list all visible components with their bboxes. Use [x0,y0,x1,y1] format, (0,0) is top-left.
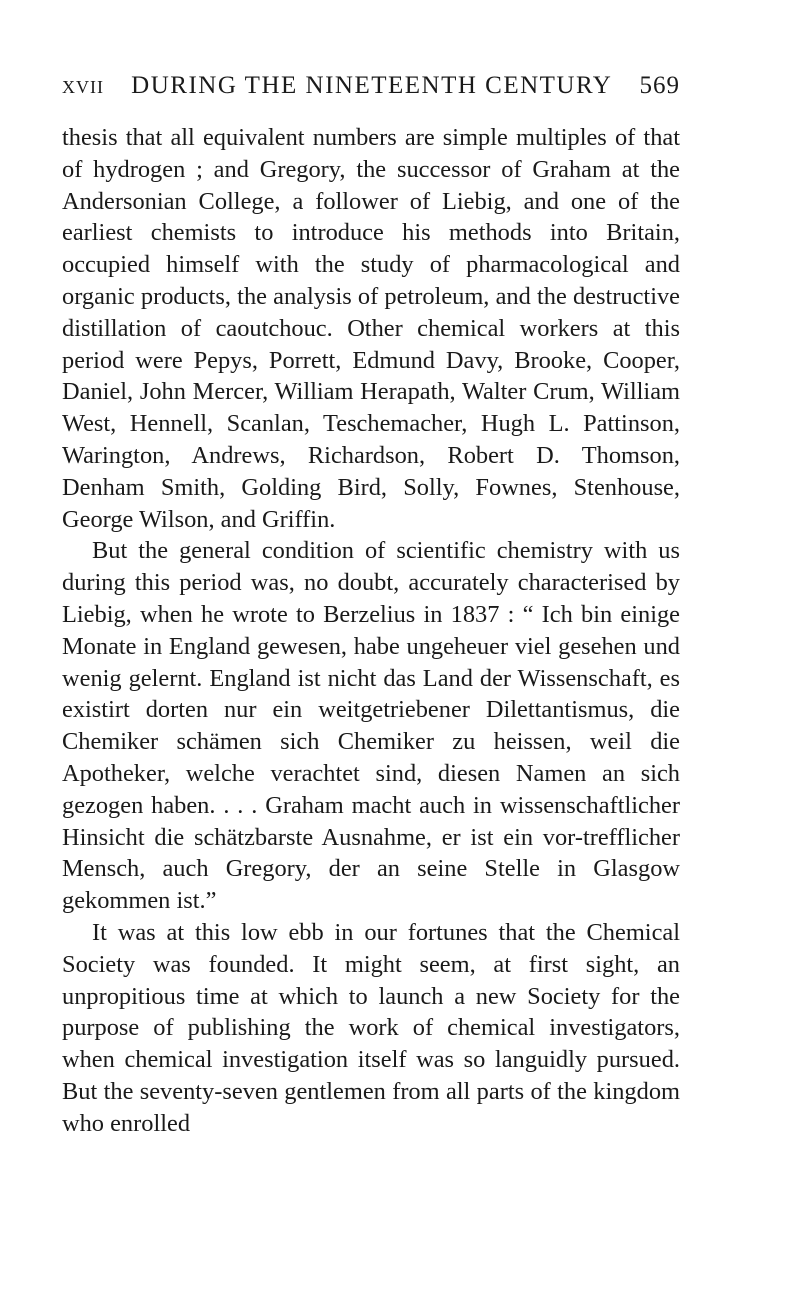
running-title: DURING THE NINETEENTH CENTURY [131,72,613,99]
body-text [62,122,680,1140]
paragraph-1: thesis that all equivalent numbers are simple multiples of that of hydrogen ; and Gregory, the successor of Graham at the Andersonian College, a follower of Liebig, and one of the earliest chemists to introduce his methods into Britain, occupied himself with the study of pharmacological and organic products, the analysis of petroleum, and the destructive distillation of caoutchouc. Other chemical workers at this period were Pepys, Porrett, Edmund Davy, Brooke, Cooper, Daniel, John Mercer, William Herapath, Walter Crum, William West, Hennell, Scanlan, Teschemacher, Hugh L. Pattinson, Warington, Andrews, Richardson, Robert D. Thomson, Denham Smith, Golding Bird, Solly, Fownes, Stenhouse, George Wilson, and Griffin. [62,124,680,533]
paragraph-3: It was at this low ebb in our fortunes that the Chemical Society was founded. It might seem, at first sight, an unpropitious time at which to launch a new Society for the purpose of publishing the work of chemical investigators, when chemical investigation itself was so languidly pursued. But the seventy-seven gentlemen from all parts of the kingdom who enrolled [62,918,680,1137]
chapter-number: XVII [62,77,104,97]
page-number: 569 [639,72,680,99]
running-head [62,72,680,108]
book-page [62,72,680,1140]
paragraph-2: But the general condition of scientific chemistry with us during this period was, no doubt, accurately characterised by Liebig, when he wrote to Berzelius in 1837 : “ Ich bin einige Monate in England gewesen, habe ungeheuer viel gesehen und wenig gelernt. England ist nicht das Land der Wissenschaft, es existirt dorten nur ein weitgetriebener Dilettantismus, die Chemiker schämen sich Chemiker zu heissen, weil die Apotheker, welche verachtet sind, diesen Namen an sich gezogen haben. . . . Graham macht auch in wissenschaftlicher Hinsicht die schätzbarste Ausnahme, er ist ein vor-trefflicher Mensch, auch Gregory, der an seine Stelle in Glasgow gekommen ist.” [62,537,680,915]
